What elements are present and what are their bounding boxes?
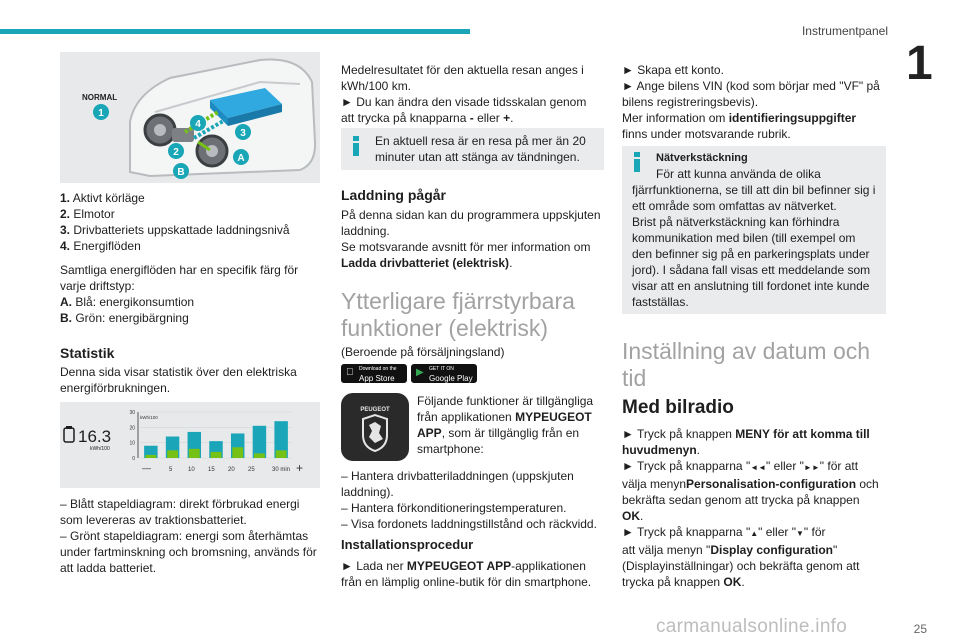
battery-icon bbox=[64, 426, 74, 442]
svg-text:B: B bbox=[177, 167, 185, 178]
energy-flow-paragraph: Samtliga energiflöden har en specifik färg för varje driftstyp: bbox=[60, 263, 299, 293]
charging-heading: Laddning pågår bbox=[341, 187, 446, 203]
app-store-badge[interactable] bbox=[341, 364, 407, 383]
google-play-small-label: GET IT ON bbox=[429, 366, 454, 372]
zoom-in-button[interactable]: + bbox=[296, 461, 304, 475]
legend-item-3: 3. Drivbatteriets uppskattade laddningsnivå bbox=[60, 223, 290, 237]
recovery-bar bbox=[145, 455, 156, 458]
blue-bar-description: – Blått stapeldiagram: direkt förbrukad energi som levereras av traktionsbatteriet. bbox=[60, 497, 300, 527]
statistics-paragraph: Denna sida visar statistik över den elektriska energiförbrukningen. bbox=[60, 365, 297, 395]
google-play-label: Google Play bbox=[429, 374, 473, 383]
zoom-out-button[interactable]: — bbox=[142, 463, 151, 473]
header-accent-bar bbox=[0, 29, 470, 34]
legend-item-4: 4. Energiflöden bbox=[60, 239, 141, 253]
x-tick-label: 25 bbox=[248, 467, 255, 473]
recovery-bar bbox=[254, 453, 265, 458]
feature-list bbox=[341, 468, 597, 532]
remote-functions-heading: Ytterligare fjärrstyrbara funktioner (elektrisk) bbox=[341, 288, 575, 341]
feature-item: – Visa fordonets laddningstillstånd och räckvidd. bbox=[341, 517, 597, 531]
svg-text:PEUGEOT: PEUGEOT bbox=[360, 407, 390, 413]
info-icon bbox=[633, 152, 641, 172]
info-box-network-coverage: Nätverkstäckning För att kunna använda de olika fjärrfunktionerna, se till att din bil befinner sig i ett område som omfattas av nätverket. Brist på nätverkstäckning kan förhindra kommunikation med bilen (till exempel om den befinner sig på en parkeringsplats under jord). I sådana fall visas ett meddelande som visar att en anslutning till fordonet inte kunde fastställas. bbox=[622, 146, 886, 314]
recovery-bar bbox=[167, 450, 178, 458]
mypeugeot-app-icon bbox=[341, 393, 409, 461]
x-tick-label: 30 min bbox=[272, 467, 291, 473]
flow-legend-b: B. Grön: energibärgning bbox=[60, 311, 189, 325]
install-heading: Installationsprocedur bbox=[341, 537, 474, 552]
consumption-value: 16.3 bbox=[78, 427, 112, 446]
watermark: carmanualsonline.info bbox=[656, 616, 848, 637]
consumption-unit: kWh/100 bbox=[90, 446, 110, 452]
rewind-icon: ◄◄ bbox=[750, 463, 767, 472]
callout-1 bbox=[93, 104, 109, 120]
feature-item: – Hantera drivbatteriladdningen (uppskjuten laddning). bbox=[341, 469, 574, 499]
legend-item-2: 2. Elmotor bbox=[60, 207, 115, 221]
recovery-bar bbox=[232, 447, 243, 458]
y-axis-unit: kWh/100 bbox=[140, 415, 158, 420]
x-tick-label: 20 bbox=[228, 467, 235, 473]
legend-item-1: 1. Aktivt körläge bbox=[60, 191, 145, 205]
google-play-icon: ▶ bbox=[416, 367, 424, 378]
arrow-down-icon: ▼ bbox=[796, 529, 804, 538]
x-tick-label: 5 bbox=[169, 467, 173, 473]
x-tick-label: 10 bbox=[188, 467, 195, 473]
apple-icon bbox=[346, 368, 354, 377]
google-play-badge[interactable] bbox=[411, 364, 477, 383]
with-radio-heading: Med bilradio bbox=[622, 397, 734, 418]
statistics-figure bbox=[60, 402, 320, 488]
callout-3 bbox=[235, 124, 251, 140]
statistics-chart bbox=[60, 402, 320, 488]
forward-icon: ►► bbox=[803, 463, 820, 472]
app-store-label: App Store bbox=[359, 374, 395, 383]
info-icon bbox=[352, 136, 360, 156]
statistics-heading: Statistik bbox=[60, 345, 115, 361]
callout-a bbox=[233, 149, 249, 165]
network-title: Nätverkstäckning bbox=[656, 152, 748, 164]
energy-flow-figure bbox=[60, 52, 320, 183]
country-note: (Beroende på försäljningsland) bbox=[341, 345, 505, 359]
y-tick-label: 10 bbox=[129, 440, 135, 447]
account-steps: ► Skapa ett konto. ► Ange bilens VIN (kod som börjar med "VF" på bilens registreringsbevis). Mer information om identifieringsuppgifter finns under motsvarande rubrik. bbox=[622, 63, 880, 141]
y-tick-label: 20 bbox=[129, 425, 135, 432]
y-tick-label: 30 bbox=[129, 410, 135, 416]
install-paragraph: ► Lada ner MYPEUGEOT APP-applikationen från en lämplig online-butik för din smartphone. bbox=[341, 559, 592, 589]
callout-2 bbox=[168, 143, 184, 159]
callout-4 bbox=[190, 115, 206, 131]
page-number: 25 bbox=[913, 622, 927, 636]
y-tick-label: 0 bbox=[132, 456, 135, 462]
mode-label: NORMAL bbox=[82, 93, 118, 102]
date-time-heading: Inställning av datum och tid bbox=[622, 338, 871, 391]
radio-instructions: ► Tryck på knappen MENY för att komma till huvudmenyn. ► Tryck på knapparna "◄◄" eller "►►" för att välja menynPersonalisation-configuration och bekräfta sedan genom att trycka på knappen OK. ► Tryck på knapparna "▲" eller "▼" för att välja menyn "Display configuration" (Displayinställningar) och bekräfta genom att trycka på knappen OK. bbox=[622, 427, 879, 589]
chapter-number: 1 bbox=[906, 37, 933, 90]
x-tick-label: 15 bbox=[208, 467, 215, 473]
info-box-current-trip: En aktuell resa är en resa på mer än 20 minuter utan att stänga av tändningen. bbox=[341, 128, 604, 170]
peugeot-lion-icon bbox=[341, 393, 409, 461]
average-result-paragraph: Medelresultatet för den aktuella resan anges i kWh/100 km. ► Du kan ändra den visade tidsskalan genom att trycka på knapparna - eller +. bbox=[341, 63, 587, 125]
consumption-bar bbox=[253, 426, 266, 458]
app-store-small-label: Download on the bbox=[359, 366, 397, 372]
svg-text:3: 3 bbox=[240, 128, 246, 139]
svg-text:2: 2 bbox=[173, 147, 179, 158]
app-description: Följande funktioner är tillgängliga från applikationen MYPEUGEOT APP, som är tillgänglig från en smartphone: bbox=[417, 394, 594, 456]
feature-item: – Hantera förkonditioneringstemperaturen. bbox=[341, 501, 567, 515]
recovery-bar bbox=[276, 450, 287, 458]
arrow-up-icon: ▲ bbox=[750, 529, 759, 538]
svg-text:1: 1 bbox=[98, 108, 104, 119]
header-title: Instrumentpanel bbox=[801, 24, 888, 38]
flow-legend-a: A. Blå: energikonsumtion bbox=[60, 295, 195, 309]
green-bar-description: – Grönt stapeldiagram: energi som återhämtas under fartminskning och bromsning, används för att ladda batteriet. bbox=[60, 529, 317, 575]
svg-text:4: 4 bbox=[195, 119, 201, 130]
callout-b bbox=[173, 163, 189, 179]
svg-text:A: A bbox=[237, 153, 245, 164]
recovery-bar bbox=[189, 449, 200, 458]
charging-paragraph: På denna sidan kan du programmera uppskjuten laddning. Se motsvarande avsnitt för mer information om Ladda drivbatteriet (elektrisk). bbox=[341, 208, 601, 270]
recovery-bar bbox=[211, 452, 222, 458]
car-energy-illustration bbox=[60, 52, 320, 183]
